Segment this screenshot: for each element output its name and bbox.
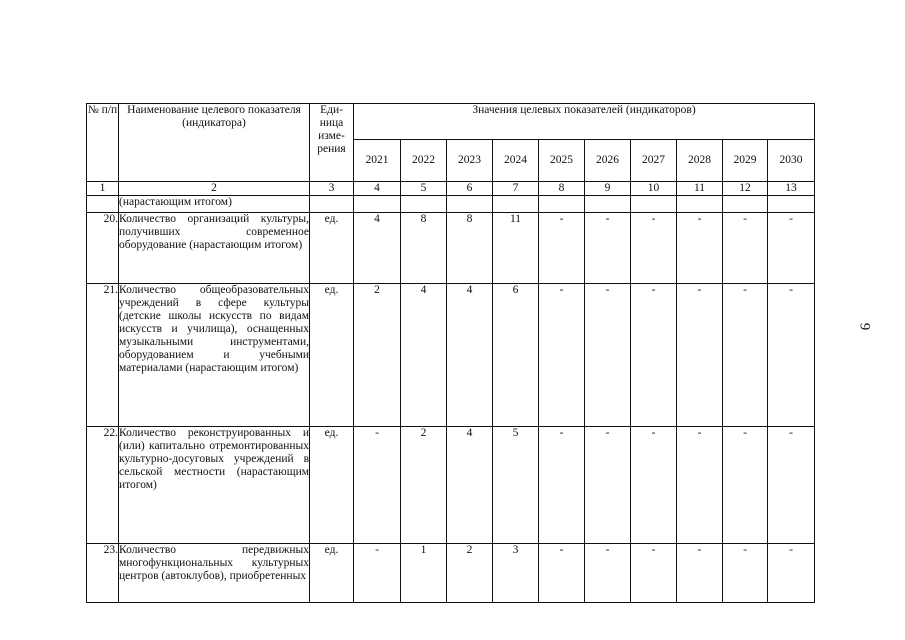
table-row: [87, 427, 815, 544]
value-cell: -: [585, 544, 631, 603]
column-number: 8: [539, 182, 585, 196]
continuation-empty-cell: [539, 196, 585, 213]
table-row: [87, 544, 815, 603]
continuation-name: (нарастающим итогом): [119, 196, 310, 213]
column-number: 7: [493, 182, 539, 196]
header-year: 2021: [354, 140, 401, 182]
column-number: 1: [87, 182, 119, 196]
value-cell: -: [768, 544, 815, 603]
continuation-empty-cell: [585, 196, 631, 213]
row-number: 23.: [87, 544, 119, 603]
header-year: 2027: [631, 140, 677, 182]
value-cell: 2: [401, 427, 447, 544]
header-year: 2023: [447, 140, 493, 182]
row-number: 22.: [87, 427, 119, 544]
value-cell: -: [585, 284, 631, 427]
unit-cell: ед.: [310, 427, 354, 544]
column-number: 11: [677, 182, 723, 196]
value-cell: 11: [493, 213, 539, 284]
value-cell: -: [677, 427, 723, 544]
unit-cell: ед.: [310, 213, 354, 284]
value-cell: -: [631, 284, 677, 427]
column-number: 9: [585, 182, 631, 196]
value-cell: -: [539, 544, 585, 603]
header-year: 2026: [585, 140, 631, 182]
continuation-row: [87, 196, 815, 213]
value-cell: 3: [493, 544, 539, 603]
column-number: 6: [447, 182, 493, 196]
value-cell: -: [631, 427, 677, 544]
continuation-empty-cell: [310, 196, 354, 213]
value-cell: -: [723, 213, 768, 284]
page-number: 9: [856, 322, 873, 331]
column-number: 10: [631, 182, 677, 196]
value-cell: -: [677, 284, 723, 427]
table-row: [87, 284, 815, 427]
value-cell: 8: [401, 213, 447, 284]
continuation-empty-cell: [493, 196, 539, 213]
continuation-empty-cell: [401, 196, 447, 213]
value-cell: 8: [447, 213, 493, 284]
indicator-name: Количество передвижных многофункциональных культурных центров (автоклубов), приобретенных: [119, 544, 310, 603]
header-name: Наименование целевого показателя (индикатора): [119, 104, 310, 182]
value-cell: -: [723, 544, 768, 603]
continuation-empty-cell: [723, 196, 768, 213]
header-year: 2030: [768, 140, 815, 182]
value-cell: -: [631, 213, 677, 284]
indicator-name: Количество организаций культуры, получивших современное оборудование (нарастающим итогом): [119, 213, 310, 284]
row-number: 20.: [87, 213, 119, 284]
indicator-name: Количество реконструированных и (или) капитально отремонтированных культурно-досуговых учреждений в сельской местности (нарастающим итогом): [119, 427, 310, 544]
header-unit: Еди-ница изме-рения: [310, 104, 354, 182]
value-cell: -: [585, 213, 631, 284]
value-cell: -: [677, 544, 723, 603]
unit-cell: ед.: [310, 284, 354, 427]
value-cell: -: [585, 427, 631, 544]
header-year: 2022: [401, 140, 447, 182]
unit-cell: ед.: [310, 544, 354, 603]
value-cell: -: [723, 284, 768, 427]
value-cell: -: [354, 544, 401, 603]
value-cell: -: [539, 213, 585, 284]
column-number: 13: [768, 182, 815, 196]
value-cell: 5: [493, 427, 539, 544]
value-cell: -: [768, 284, 815, 427]
value-cell: 4: [447, 284, 493, 427]
value-cell: 6: [493, 284, 539, 427]
value-cell: 2: [354, 284, 401, 427]
value-cell: -: [768, 213, 815, 284]
value-cell: 4: [401, 284, 447, 427]
column-number: 4: [354, 182, 401, 196]
continuation-empty-cell: [631, 196, 677, 213]
continuation-number-cell: [87, 196, 119, 213]
header-year: 2025: [539, 140, 585, 182]
value-cell: -: [723, 427, 768, 544]
header-year: 2029: [723, 140, 768, 182]
value-cell: -: [677, 213, 723, 284]
column-number: 12: [723, 182, 768, 196]
value-cell: -: [768, 427, 815, 544]
column-number: 3: [310, 182, 354, 196]
header-year: 2028: [677, 140, 723, 182]
value-cell: 1: [401, 544, 447, 603]
continuation-empty-cell: [677, 196, 723, 213]
column-number: 5: [401, 182, 447, 196]
value-cell: 4: [447, 427, 493, 544]
value-cell: -: [539, 427, 585, 544]
continuation-empty-cell: [768, 196, 815, 213]
column-number: 2: [119, 182, 310, 196]
header-number: № п/п: [87, 104, 119, 182]
value-cell: 4: [354, 213, 401, 284]
continuation-empty-cell: [447, 196, 493, 213]
value-cell: -: [354, 427, 401, 544]
table-row: [87, 213, 815, 284]
value-cell: -: [631, 544, 677, 603]
value-cell: -: [539, 284, 585, 427]
value-cell: 2: [447, 544, 493, 603]
indicator-name: Количество общеобразовательных учреждений в сфере культуры (детские школы искусств по видам искусств и училища), оснащенных музыкальными инструментами, оборудованием и учебными материалами (нарастающим итогом): [119, 284, 310, 427]
column-numbers-row: [87, 182, 815, 196]
row-number: 21.: [87, 284, 119, 427]
header-values: Значения целевых показателей (индикаторов): [354, 104, 815, 140]
header-year: 2024: [493, 140, 539, 182]
indicators-table: [86, 103, 815, 603]
continuation-empty-cell: [354, 196, 401, 213]
